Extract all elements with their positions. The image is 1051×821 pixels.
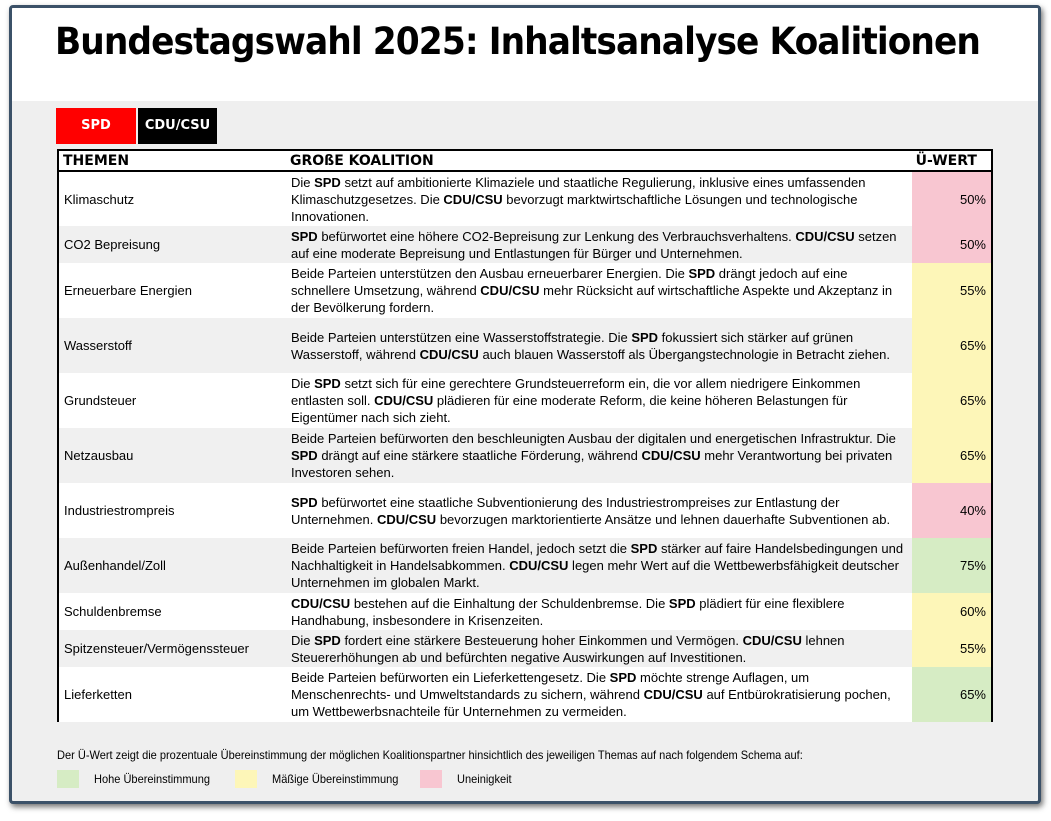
table-row [59, 428, 991, 483]
legend-label: Uneinigkeit [457, 772, 512, 786]
legend-label: Mäßige Übereinstimmung [272, 772, 399, 786]
coalition-description: Beide Parteien befürworten ein Lieferkettengesetz. Die SPD möchte strenge Auflagen, um Menschenrechts- und Umweltstandards zu sichern, während CDU/CSU auf Entbürokratisierung pochen, um Wettbewerbsnachteile für Unternehmen zu vermeiden. [290, 670, 891, 719]
legend-swatch [57, 770, 79, 788]
agreement-value: 60% [912, 593, 991, 630]
agreement-value: 75% [912, 538, 991, 593]
table-row [59, 538, 991, 593]
topic-cell: Industriestrompreis [64, 503, 175, 518]
party-tag-spd: SPD [56, 108, 136, 144]
table-header-row [59, 151, 991, 171]
coalition-description: Beide Parteien befürworten den beschleunigten Ausbau der digitalen und energetischen Infrastruktur. Die SPD drängt auf eine stärkere staatliche Förderung, während CDU/CSU mehr Verantwortung bei privaten Investoren sehen. [286, 428, 912, 483]
title-bar [12, 8, 1038, 101]
topic-cell: Wasserstoff [59, 318, 286, 373]
coalition-description: Die SPD setzt sich für eine gerechtere Grundsteuerreform ein, die vor allem niedrigere Einkommen entlasten soll. CDU/CSU plädieren für eine moderate Reform, die keine höheren Belastungen für Eigentümer nach sich zieht. [290, 376, 861, 425]
agreement-value: 65% [912, 318, 991, 373]
topic-cell: Erneuerbare Energien [64, 283, 192, 298]
coalition-description: Beide Parteien befürworten freien Handel, jedoch setzt die SPD stärker auf faire Handelsbedingungen und Nachhaltigkeit in Handelsabkommen. CDU/CSU legen mehr Wert auf die Wettbewerbsfähigkeit deutscher Unternehmen im globalen Markt. [286, 538, 912, 593]
coalition-description: Beide Parteien unterstützen den Ausbau erneuerbarer Energien. Die SPD drängt jedoch auf eine schnellere Umsetzung, während CDU/CSU mehr Rücksicht auf wirtschaftliche Aspekte und Akzeptanz in der Bevölkerung fordern. [290, 266, 893, 315]
table-row [59, 318, 991, 373]
table-row [59, 226, 991, 263]
agreement-value: 40% [912, 483, 991, 538]
agreement-value: 55% [912, 630, 991, 667]
coalition-description: SPD befürwortet eine staatliche Subventionierung des Industriestrompreises zur Entlastung der Unternehmen. CDU/CSU bevorzugen marktorientierte Ansätze und lehnen dauerhafte Subventionen ab. [290, 494, 891, 527]
agreement-value: 65% [912, 373, 991, 428]
coalition-description: Die SPD setzt auf ambitionierte Klimaziele und staatliche Regulierung, inklusive eines umfassenden Klimaschutzgesetzes. Die CDU/CSU bevorzugt marktwirtschaftliche Lösungen und technologische Innovationen. [290, 174, 866, 224]
agreement-value: 55% [912, 263, 991, 318]
footnote: Der Ü-Wert zeigt die prozentuale Übereinstimmung der möglichen Koalitionspartner hinsichtlich des jeweiligen Themas auf nach folgendem Schema auf: [57, 748, 803, 762]
header-coalition: GROßE KOALITION [286, 151, 912, 171]
coalition-table [57, 149, 993, 722]
header-topics: THEMEN [59, 151, 286, 171]
infographic-frame [9, 5, 1041, 804]
coalition-description: Die SPD fordert eine stärkere Besteuerung hoher Einkommen und Vermögen. CDU/CSU lehnen Steuererhöhungen ab und befürchten negative Auswirkungen auf Investitionen. [286, 630, 912, 667]
table-row [59, 593, 991, 630]
legend-swatch [420, 770, 442, 788]
party-tag-cdu: CDU/CSU [138, 108, 217, 144]
table-row [59, 263, 991, 318]
topic-cell: CO2 Bepreisung [59, 226, 286, 263]
header-value: Ü-WERT [912, 151, 991, 171]
table-row [59, 171, 991, 226]
agreement-value: 50% [912, 171, 991, 226]
coalition-description: SPD befürwortet eine höhere CO2-Bepreisung zur Lenkung des Verbrauchsverhaltens. CDU/CSU setzen auf eine moderate Bepreisung und Entlastungen für Bürger und Unternehmen. [286, 226, 912, 263]
coalition-description: CDU/CSU bestehen auf die Einhaltung der Schuldenbremse. Die SPD plädiert für eine flexiblere Handhabung, insbesondere in Krisenzeiten. [290, 595, 845, 628]
topic-cell: Grundsteuer [64, 393, 137, 408]
table-row [59, 630, 991, 667]
agreement-value: 50% [912, 226, 991, 263]
page-title: Bundestagswahl 2025: Inhaltsanalyse Koalitionen [55, 20, 980, 63]
topic-cell: Außenhandel/Zoll [59, 538, 286, 593]
topic-cell: Netzausbau [59, 428, 286, 483]
table-row [59, 667, 991, 722]
agreement-value: 65% [912, 428, 991, 483]
table-row [59, 373, 991, 428]
topic-cell: Klimaschutz [64, 191, 135, 207]
topic-cell: Schuldenbremse [64, 604, 162, 619]
topic-cell: Spitzensteuer/Vermögenssteuer [59, 630, 286, 667]
topic-cell: Lieferketten [64, 687, 132, 702]
coalition-description: Beide Parteien unterstützen eine Wasserstoffstrategie. Die SPD fokussiert sich stärker auf grünen Wasserstoff, während CDU/CSU auch blauen Wasserstoff als Übergangstechnologie in Betracht ziehen. [286, 318, 912, 373]
legend-swatch [235, 770, 257, 788]
legend-label: Hohe Übereinstimmung [94, 772, 210, 786]
table-row [59, 483, 991, 538]
agreement-value: 65% [912, 667, 991, 722]
